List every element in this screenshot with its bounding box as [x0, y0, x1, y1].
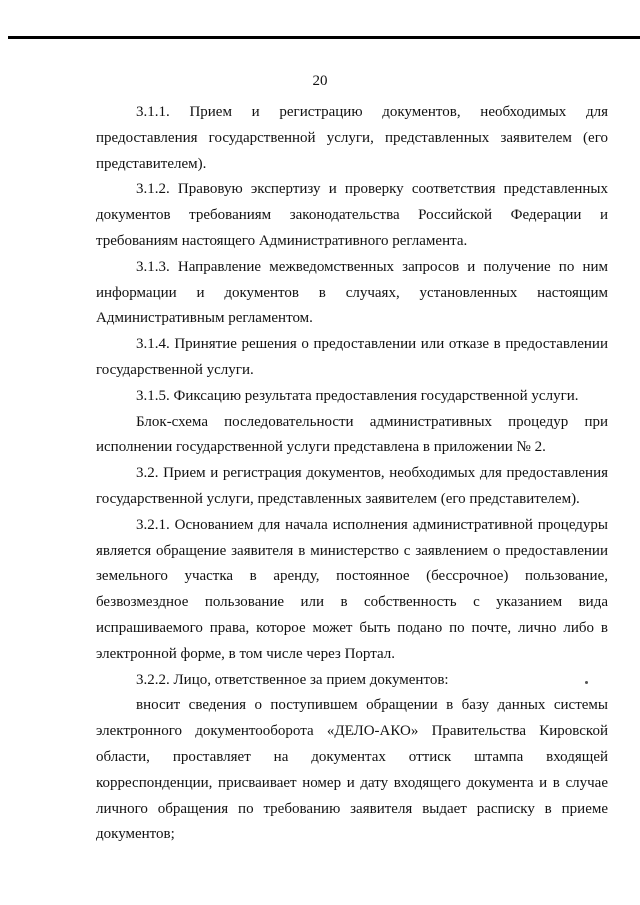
top-rule	[8, 36, 640, 39]
paragraph-3-1-2: 3.1.2. Правовую экспертизу и проверку соответствия представленных документов требованиям законодательства Российской Федерации и требованиям настоящего Административного регламента.	[96, 181, 608, 249]
document-body	[96, 100, 608, 848]
paragraph-3-2-2: 3.2.2. Лицо, ответственное за прием документов:	[136, 671, 449, 688]
paragraph-enters-info: вносит сведения о поступившем обращении в базу данных системы электронного документооборота «ДЕЛО-АКО» Правительства Кировской области, проставляет на документах оттиск штампа входящей корреспонденции, присваивает номер и дату входящего документа и в случае личного обращения по требованию заявителя выдает расписку в приеме документов;	[96, 697, 608, 843]
paragraph-3-1-4: 3.1.4. Принятие решения о предоставлении или отказе в предоставлении государственной услуги.	[96, 336, 608, 378]
scan-speck	[585, 681, 588, 684]
paragraph-3-1-5: 3.1.5. Фиксацию результата предоставления государственной услуги.	[136, 387, 579, 404]
paragraph-3-2-1: 3.2.1. Основанием для начала исполнения административной процедуры является обращение заявителя в министерство с заявлением о предоставлении земельного участка в аренду, постоянное (бессрочное) пользование, безвозмездное пользование или в собственность с указанием вида испрашиваемого права, которое может быть подано по почте, лично либо в электронной форме, в том числе через Портал.	[96, 516, 608, 662]
paragraph-3-1-3: 3.1.3. Направление межведомственных запросов и получение по ним информации и документов в случаях, установленных настоящим Административным регламентом.	[96, 258, 608, 327]
paragraph-3-1-1: 3.1.1. Прием и регистрацию документов, необходимых для предоставления государственной услуги, представленных заявителем (его представителем).	[96, 104, 608, 172]
paragraph-3-2: 3.2. Прием и регистрация документов, необходимых для предоставления государственной услуги, представленных заявителем (его представителем).	[96, 465, 608, 507]
paragraph-block-scheme: Блок-схема последовательности административных процедур при исполнении государственной услуги представлена в приложении № 2.	[96, 413, 608, 456]
page-number: 20	[312, 73, 328, 89]
